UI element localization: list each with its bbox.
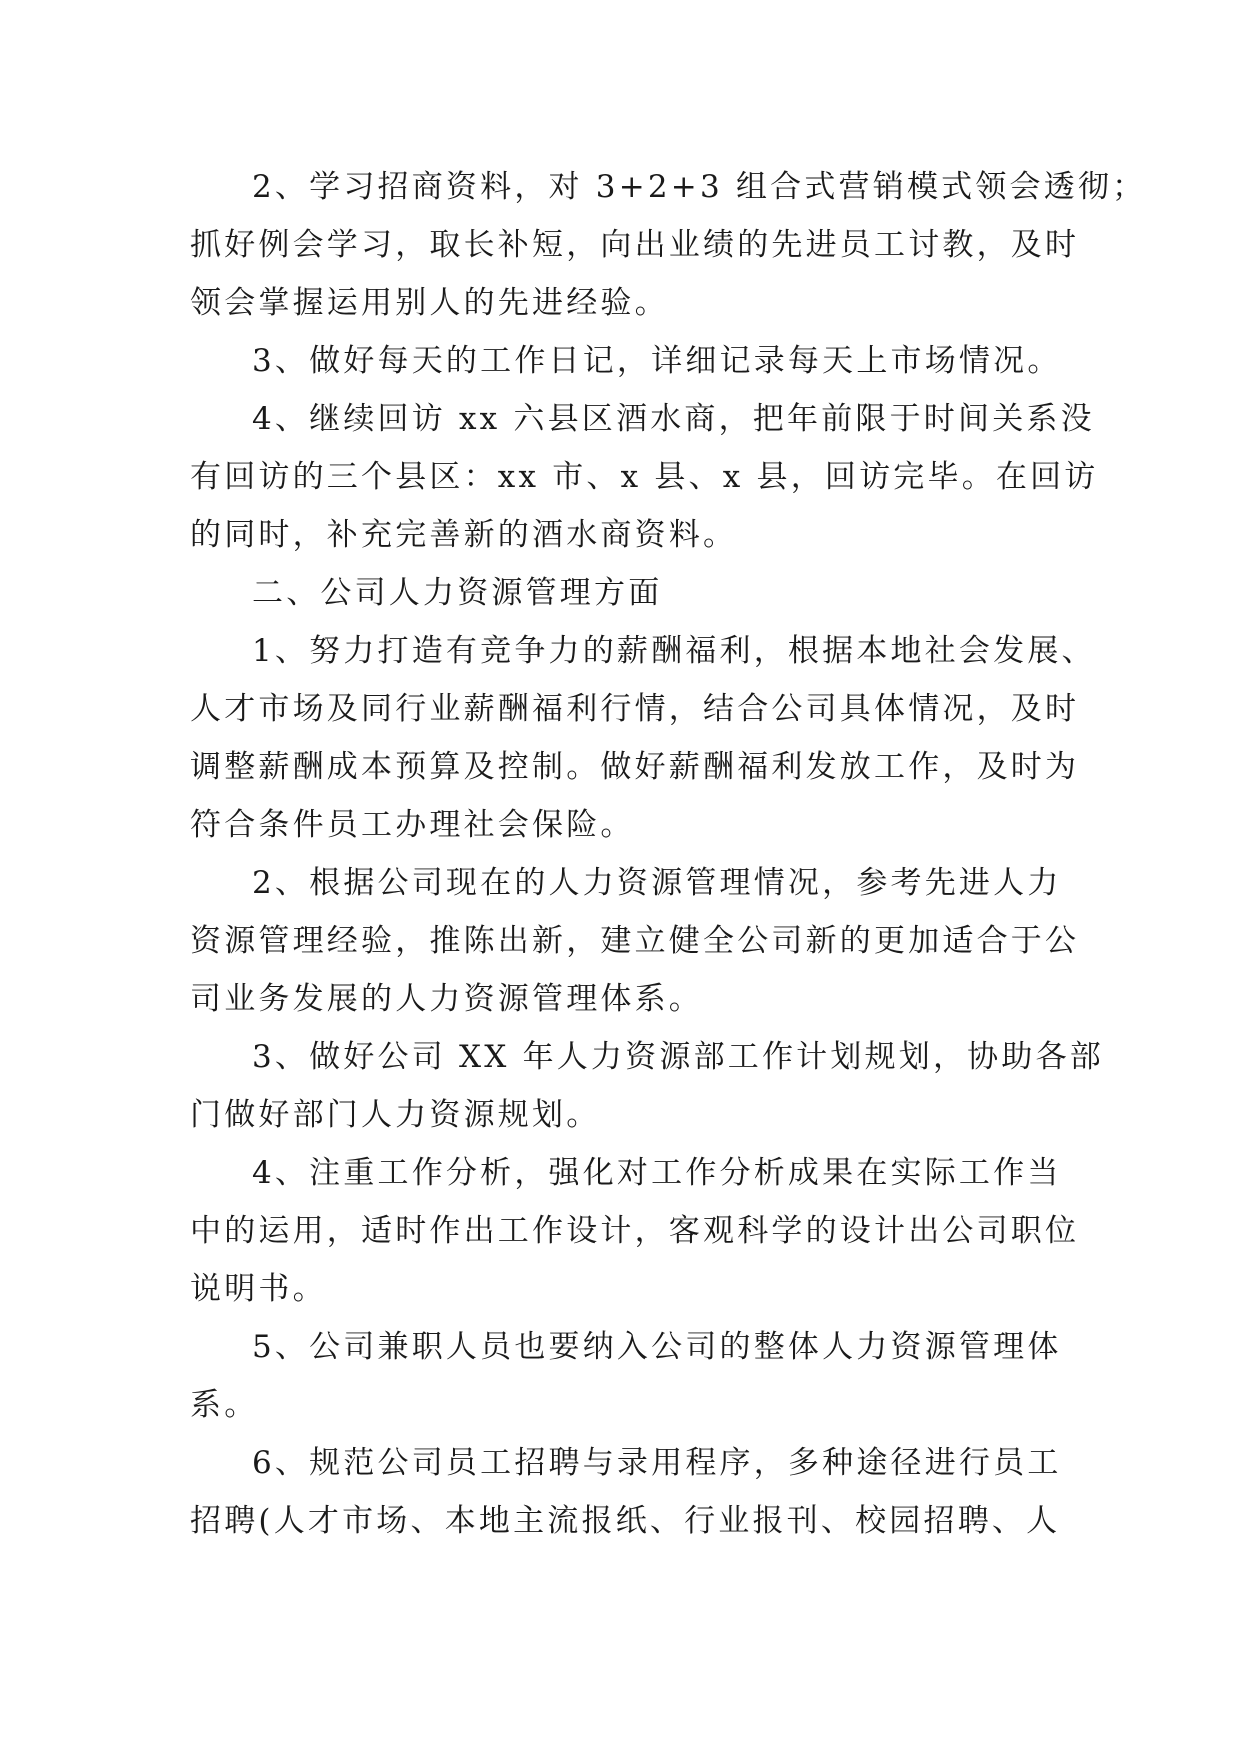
paragraph-hr-item-1-compensation	[190, 622, 1096, 854]
text-line: 3、做好公司 XX 年人力资源部工作计划规划，协助各部	[252, 1039, 1104, 1075]
paragraph-item-4-revisit	[190, 390, 1099, 564]
text-line: 5、公司兼职人员也要纳入公司的整体人力资源管理体	[252, 1329, 1062, 1365]
paragraph-item-3-diary	[190, 332, 1062, 390]
text-line: 4、注重工作分析，强化对工作分析成果在实际工作当	[252, 1155, 1062, 1191]
paragraph-item-2-study	[190, 158, 1147, 332]
text-line: 抓好例会学习，取长补短，向出业绩的先进员工讨教，及时	[190, 227, 1080, 263]
text-line: 系。	[190, 1387, 259, 1423]
document-body	[190, 158, 1147, 1550]
text-line: 说明书。	[190, 1271, 327, 1307]
paragraph-hr-item-6-recruiting	[190, 1434, 1062, 1550]
text-line: 2、根据公司现在的人力资源管理情况，参考先进人力	[252, 865, 1062, 901]
text-line: 领会掌握运用别人的先进经验。	[190, 285, 669, 321]
text-line: 调整薪酬成本预算及控制。做好薪酬福利发放工作，及时为	[190, 749, 1080, 785]
text-line: 6、规范公司员工招聘与录用程序，多种途径进行员工	[252, 1445, 1062, 1481]
paragraph-hr-item-5-parttime	[190, 1318, 1062, 1434]
text-line: 中的运用，适时作出工作设计，客观科学的设计出公司职位	[190, 1213, 1080, 1249]
text-line: 4、继续回访 xx 六县区酒水商，把年前限于时间关系没	[252, 401, 1095, 437]
text-line: 人才市场及同行业薪酬福利行情，结合公司具体情况，及时	[190, 691, 1080, 727]
text-line: 招聘(人才市场、本地主流报纸、行业报刊、校园招聘、人	[190, 1503, 1061, 1539]
section-heading: 二、公司人力资源管理方面	[252, 575, 663, 611]
paragraph-hr-item-2-system	[190, 854, 1080, 1028]
text-line: 有回访的三个县区：xx 市、x 县、x 县，回访完毕。在回访	[190, 459, 1099, 495]
text-line: 3、做好每天的工作日记，详细记录每天上市场情况。	[252, 343, 1062, 379]
text-line: 司业务发展的人力资源管理体系。	[190, 981, 703, 1017]
text-line: 门做好部门人力资源规划。	[190, 1097, 601, 1133]
text-line: 2、学习招商资料，对 3+2+3 组合式营销模式领会透彻；	[252, 169, 1147, 205]
text-line: 资源管理经验，推陈出新，建立健全公司新的更加适合于公	[190, 923, 1080, 959]
text-line: 1、努力打造有竞争力的薪酬福利，根据本地社会发展、	[252, 633, 1096, 669]
paragraph-hr-item-4-analysis	[190, 1144, 1080, 1318]
paragraph-hr-item-3-plan	[190, 1028, 1104, 1144]
text-line: 的同时，补充完善新的酒水商资料。	[190, 517, 738, 553]
text-line: 符合条件员工办理社会保险。	[190, 807, 635, 843]
section-heading-hr	[190, 564, 1050, 622]
